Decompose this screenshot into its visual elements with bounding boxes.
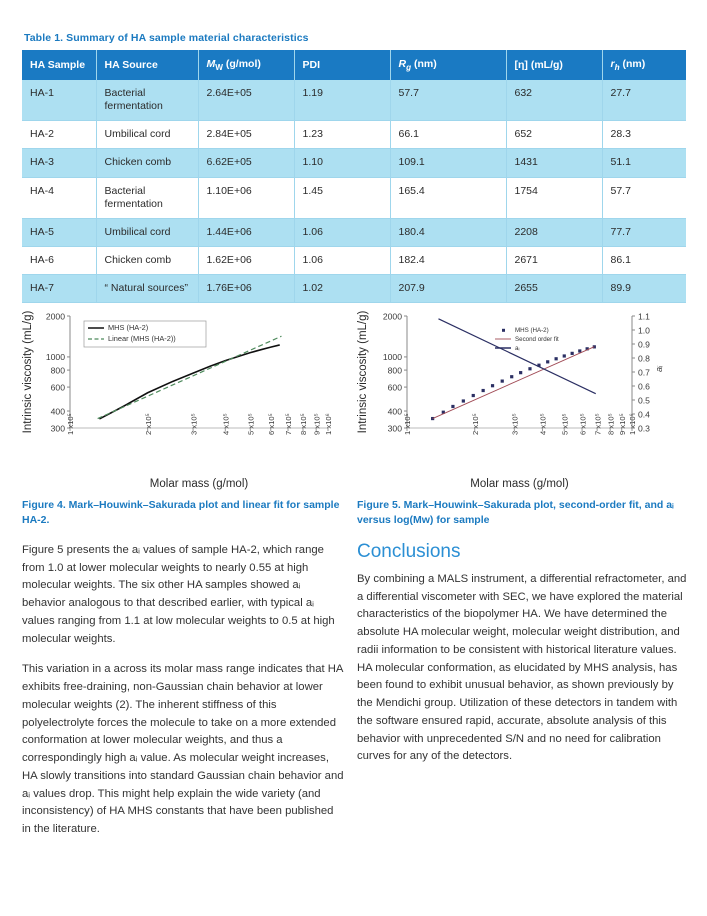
paragraph-conclusions: By combining a MALS instrument, a differential refractometer, and a differential viscometer with SEC, we have explored the material characteristics of the biopolymer HA. We have determined the absolute HA molecular weight, molecular weight distribution, and radii information to be consistent with historical literature values. HA molecular conformation, as elucidated by MHS analysis, has been found to exhibit unusual behavior, as shown previously by the Mendichi group. Utilization of these detectors in tandem with the software ensured rapid, accurate, absolute analysis of this behavior with unprecedented S/N and no need for calibration curves for any of the detectors. bbox=[357, 572, 687, 763]
svg-text:1 x10⁶: 1 x10⁶ bbox=[628, 413, 638, 435]
cell-pdi: 1.10 bbox=[294, 149, 390, 177]
cell-pdi: 1.45 bbox=[294, 177, 390, 218]
svg-text:0.9: 0.9 bbox=[638, 339, 650, 350]
cell-rg: 109.1 bbox=[390, 149, 506, 177]
cell-pdi: 1.02 bbox=[294, 275, 390, 303]
left-text-column bbox=[22, 542, 344, 852]
svg-text:0.6: 0.6 bbox=[638, 381, 650, 392]
figure-5-caption: Figure 5. Mark–Houwink–Sakurada plot, second-order fit, and aᵢ versus log(Mw) for sample bbox=[357, 499, 674, 526]
figure-5-chart bbox=[355, 300, 700, 490]
svg-text:1000: 1000 bbox=[45, 352, 65, 363]
svg-text:6 x10⁵: 6 x10⁵ bbox=[266, 413, 276, 435]
svg-text:3 x10⁵: 3 x10⁵ bbox=[189, 413, 199, 435]
cell-mw: 1.62E+06 bbox=[198, 246, 294, 274]
cell-sample: HA-2 bbox=[22, 121, 96, 149]
table-title: Table 1. Summary of HA sample material characteristics bbox=[24, 32, 309, 44]
cell-sample: HA-5 bbox=[22, 218, 96, 246]
col-header-intrinsic-viscosity: [η] (mL/g) bbox=[506, 50, 602, 80]
col-header-mw: $M_W$ (g/mol) bbox=[198, 50, 294, 80]
svg-text:400: 400 bbox=[50, 406, 65, 417]
svg-text:600: 600 bbox=[387, 382, 402, 393]
svg-text:Molar mass (g/mol): Molar mass (g/mol) bbox=[149, 478, 249, 490]
svg-text:Molar mass (g/mol): Molar mass (g/mol) bbox=[470, 478, 569, 490]
svg-text:300: 300 bbox=[50, 423, 65, 434]
cell-mw: 2.64E+05 bbox=[198, 80, 294, 121]
cell-source: Chicken comb bbox=[96, 246, 198, 274]
cell-rh: 77.7 bbox=[602, 218, 686, 246]
cell-source: Bacterial fermentation bbox=[96, 80, 198, 121]
svg-text:4 x10⁵: 4 x10⁵ bbox=[538, 413, 548, 435]
col-header-rh: $r_h$ (nm) bbox=[602, 50, 686, 80]
svg-text:4 x10⁵: 4 x10⁵ bbox=[221, 413, 231, 435]
svg-text:9 x10⁵: 9 x10⁵ bbox=[617, 413, 627, 435]
cell-sample: HA-7 bbox=[22, 275, 96, 303]
cell-source: Umbilical cord bbox=[96, 218, 198, 246]
svg-text:2 x10⁵: 2 x10⁵ bbox=[470, 413, 480, 435]
svg-text:2000: 2000 bbox=[45, 311, 65, 322]
cell-mw: 1.76E+06 bbox=[198, 275, 294, 303]
table-row bbox=[22, 275, 686, 303]
svg-text:9 x10⁵: 9 x10⁵ bbox=[312, 413, 322, 435]
paragraph-variation-in-a: This variation in a across its molar mass range indicates that HA exhibits free-draining, non-Gaussian chain behavior at lower molecular weights (2). The inherent stiffness of this polyelectrolyte forces the molecule to take on a more extended conformation at lower molecular weights, and thus a correspondingly high aᵢ value. As molecular weight increases, HA slowly transitions into standard Gaussian chain behavior and aᵢ values drop. This might help explain the wide variety (and inconsistency) of HA MHS constants that have been published in the literature. bbox=[22, 663, 344, 836]
svg-text:5 x10⁵: 5 x10⁵ bbox=[560, 413, 570, 435]
cell-rh: 89.9 bbox=[602, 275, 686, 303]
table-row bbox=[22, 218, 686, 246]
cell-mw: 6.62E+05 bbox=[198, 149, 294, 177]
table-row bbox=[22, 121, 686, 149]
svg-text:0.7: 0.7 bbox=[638, 367, 650, 378]
cell-source: Umbilical cord bbox=[96, 121, 198, 149]
svg-text:Intrinsic viscosity (mL/g): Intrinsic viscosity (mL/g) bbox=[22, 310, 34, 434]
paragraph-ai-values: Figure 5 presents the aᵢ values of sample HA-2, which range from 1.0 at lower molecular weights to nearly 0.55 at high molecular weights. The six other HA samples showed aᵢ behavior analogous to that described earlier, with typical aᵢ values ranging from 1.1 at low molecular weights to 0.5 at high molecular weights. bbox=[22, 544, 335, 645]
svg-text:0.4: 0.4 bbox=[638, 409, 650, 420]
cell-pdi: 1.23 bbox=[294, 121, 390, 149]
svg-text:0.3: 0.3 bbox=[638, 423, 650, 434]
table-row bbox=[22, 177, 686, 218]
table-row bbox=[22, 246, 686, 274]
cell-eta: 652 bbox=[506, 121, 602, 149]
cell-pdi: 1.06 bbox=[294, 246, 390, 274]
cell-sample: HA-3 bbox=[22, 149, 96, 177]
cell-sample: HA-1 bbox=[22, 80, 96, 121]
right-text-column bbox=[357, 542, 687, 779]
cell-rg: 180.4 bbox=[390, 218, 506, 246]
svg-text:1 x10⁵: 1 x10⁵ bbox=[66, 413, 76, 435]
svg-text:8 x10⁵: 8 x10⁵ bbox=[299, 413, 309, 435]
svg-text:Second order fit: Second order fit bbox=[515, 336, 559, 343]
cell-rg: 165.4 bbox=[390, 177, 506, 218]
figure-4-caption: Figure 4. Mark–Houwink–Sakurada plot and linear fit for sample HA-2. bbox=[22, 499, 340, 526]
cell-eta: 632 bbox=[506, 80, 602, 121]
svg-text:400: 400 bbox=[387, 406, 402, 417]
cell-mw: 1.10E+06 bbox=[198, 177, 294, 218]
cell-rh: 28.3 bbox=[602, 121, 686, 149]
svg-text:2000: 2000 bbox=[382, 311, 402, 322]
cell-mw: 1.44E+06 bbox=[198, 218, 294, 246]
cell-rg: 57.7 bbox=[390, 80, 506, 121]
svg-text:Linear (MHS (HA-2)): Linear (MHS (HA-2)) bbox=[108, 334, 176, 343]
cell-source: Bacterial fermentation bbox=[96, 177, 198, 218]
svg-text:0.8: 0.8 bbox=[638, 353, 650, 364]
svg-text:0.5: 0.5 bbox=[638, 395, 650, 406]
mhs-linear-fit-plot bbox=[20, 300, 350, 490]
cell-rh: 27.7 bbox=[602, 80, 686, 121]
col-header-ha-sample: HA Sample bbox=[22, 50, 96, 80]
svg-text:MHS (HA-2): MHS (HA-2) bbox=[515, 327, 549, 334]
svg-text:1 x10⁶: 1 x10⁶ bbox=[324, 413, 334, 435]
cell-rg: 66.1 bbox=[390, 121, 506, 149]
table-row bbox=[22, 80, 686, 121]
table-header-row bbox=[22, 50, 686, 80]
cell-sample: HA-4 bbox=[22, 177, 96, 218]
svg-text:800: 800 bbox=[50, 365, 65, 376]
svg-text:300: 300 bbox=[387, 423, 402, 434]
cell-eta: 1431 bbox=[506, 149, 602, 177]
cell-pdi: 1.19 bbox=[294, 80, 390, 121]
svg-text:1.1: 1.1 bbox=[638, 311, 650, 322]
svg-text:MHS (HA-2): MHS (HA-2) bbox=[108, 323, 149, 332]
cell-rg: 207.9 bbox=[390, 275, 506, 303]
table-body bbox=[22, 80, 686, 303]
cell-source: Chicken comb bbox=[96, 149, 198, 177]
cell-rh: 86.1 bbox=[602, 246, 686, 274]
cell-eta: 1754 bbox=[506, 177, 602, 218]
conclusions-heading: Conclusions bbox=[357, 541, 461, 562]
cell-eta: 2208 bbox=[506, 218, 602, 246]
col-header-pdi: PDI bbox=[294, 50, 390, 80]
ha-summary-table bbox=[22, 50, 686, 303]
cell-sample: HA-6 bbox=[22, 246, 96, 274]
cell-rh: 57.7 bbox=[602, 177, 686, 218]
svg-text:2 x10⁵: 2 x10⁵ bbox=[143, 413, 153, 435]
mhs-second-order-ai-plot bbox=[355, 300, 700, 490]
table-row bbox=[22, 149, 686, 177]
cell-eta: 2671 bbox=[506, 246, 602, 274]
svg-text:Intrinsic viscosity (mL/g): Intrinsic viscosity (mL/g) bbox=[357, 310, 369, 434]
col-header-rg: $R_g$ (nm) bbox=[390, 50, 506, 80]
col-header-ha-source: HA Source bbox=[96, 50, 198, 80]
svg-text:1000: 1000 bbox=[382, 352, 402, 363]
cell-rh: 51.1 bbox=[602, 149, 686, 177]
cell-source: “ Natural sources” bbox=[96, 275, 198, 303]
svg-text:7 x10⁵: 7 x10⁵ bbox=[284, 413, 294, 435]
svg-text:800: 800 bbox=[387, 365, 402, 376]
svg-text:3 x10⁵: 3 x10⁵ bbox=[510, 413, 520, 435]
svg-text:6 x10⁵: 6 x10⁵ bbox=[578, 413, 588, 435]
svg-text:1.0: 1.0 bbox=[638, 325, 650, 336]
svg-text:600: 600 bbox=[50, 382, 65, 393]
svg-text:aᵢ: aᵢ bbox=[654, 365, 664, 372]
svg-text:1 x10⁵: 1 x10⁵ bbox=[403, 413, 413, 435]
svg-text:8 x10⁵: 8 x10⁵ bbox=[606, 413, 616, 435]
svg-text:aᵢ: aᵢ bbox=[515, 345, 520, 352]
svg-text:7 x10⁵: 7 x10⁵ bbox=[593, 413, 603, 435]
figure-4-chart bbox=[20, 300, 350, 490]
cell-mw: 2.84E+05 bbox=[198, 121, 294, 149]
cell-rg: 182.4 bbox=[390, 246, 506, 274]
cell-eta: 2655 bbox=[506, 275, 602, 303]
svg-text:5 x10⁵: 5 x10⁵ bbox=[246, 413, 256, 435]
cell-pdi: 1.06 bbox=[294, 218, 390, 246]
